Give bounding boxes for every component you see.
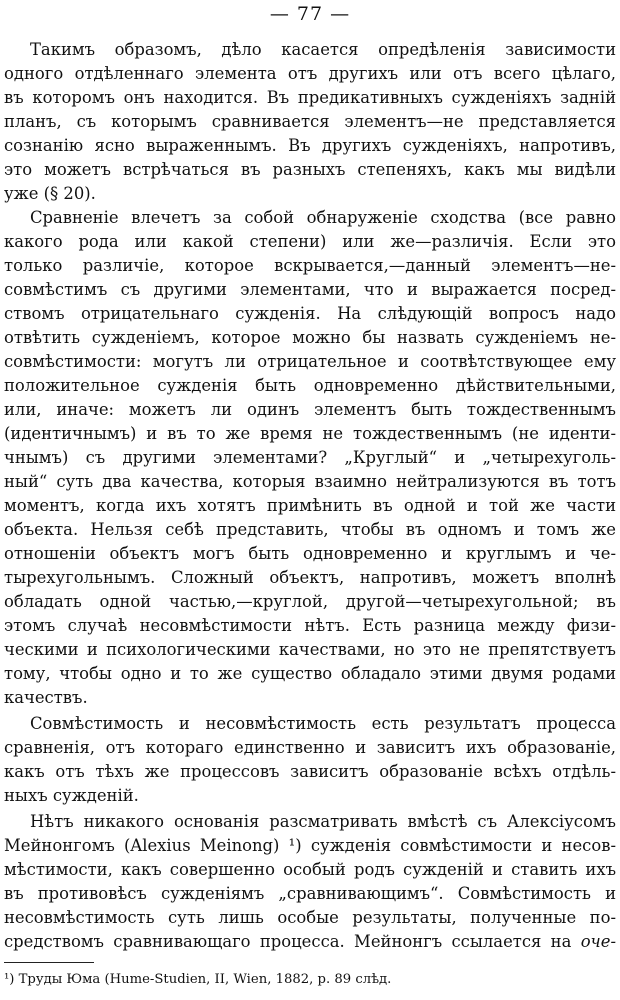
text-line xyxy=(4,930,616,954)
text-line: въ противовѣсъ сужденіямъ „сравнивающимъ“. Совмѣстимость и xyxy=(4,884,616,903)
footnote-rule xyxy=(4,962,94,963)
text-line: ческими и психологическими качествами, но это не препятствуетъ xyxy=(4,640,616,659)
text-line: мѣстимости, какъ совершенно особый родъ сужденій и ставить ихъ xyxy=(4,860,616,879)
text-line: этомъ случаѣ несовмѣстимости нѣтъ. Есть разница между физи- xyxy=(4,616,616,635)
text-line: несовмѣстимость суть лишь особые результаты, полученные по- xyxy=(4,908,616,927)
text-line: или, иначе: можетъ ли одинъ элементъ быть тождественнымъ xyxy=(4,400,616,419)
footnote: ¹) Труды Юма (Hume-Studien, II, Wien, 1882, p. 89 слѣд. xyxy=(4,972,392,987)
text-line: Такимъ образомъ, дѣло касается опредѣленія зависимости xyxy=(30,40,616,59)
text-line: одного отдѣленнаго элемента отъ другихъ или отъ всего цѣлаго, xyxy=(4,64,616,83)
text-line: совмѣстимости: могутъ ли отрицательное и соотвѣтствующее ему xyxy=(4,352,616,371)
text-line: совмѣстимъ съ другими элементами, что и выражается посред- xyxy=(4,280,616,299)
text-line: сравненія, отъ котораго единственно и зависитъ ихъ образованіе, xyxy=(4,738,616,757)
text-line: Мейнонгомъ (Alexius Meinong) ¹) сужденія совмѣстимости и несов- xyxy=(4,836,616,855)
text-line: въ которомъ онъ находится. Въ предикативныхъ сужденіяхъ задній xyxy=(4,88,616,107)
text-line: планъ, съ которымъ сравнивается элементъ—не представляется xyxy=(4,112,616,131)
text-line: тому, чтобы одно и то же существо обладало этими двумя родами xyxy=(4,664,616,683)
text-line: ныхъ сужденій. xyxy=(4,786,139,805)
page-number: — 77 — xyxy=(269,3,351,25)
text-line: качествъ. xyxy=(4,688,88,707)
text-line: обладать одной частью,—круглой, другой—четырехугольной; въ xyxy=(4,592,616,611)
text-line: ствомъ отрицательнаго сужденія. На слѣдующій вопросъ надо xyxy=(4,304,616,323)
text-line: Сравненіе влечетъ за собой обнаруженіе сходства (все равно xyxy=(30,208,616,227)
text-line: отвѣтить сужденіемъ, которое можно бы назвать сужденіемъ не- xyxy=(4,328,616,347)
text-line: объекта. Нельзя себѣ представить, чтобы въ одномъ и томъ же xyxy=(4,520,616,539)
text-line-body: средствомъ сравнивающаго процесса. Мейнонгъ ссылается на xyxy=(4,932,572,951)
text-line: сознанію ясно выраженнымъ. Въ другихъ сужденіяхъ, напротивъ, xyxy=(4,136,616,155)
text-line: тырехугольнымъ. Сложный объектъ, напротивъ, можетъ вполнѣ xyxy=(4,568,616,587)
text-line: (идентичнымъ) и въ то же время не тождественнымъ (не иденти- xyxy=(4,424,616,443)
italic-hyphenated-word: оче- xyxy=(580,932,616,951)
text-line: положительное сужденія быть одновременно дѣйствительными, xyxy=(4,376,616,395)
text-line: чнымъ) съ другими элементами? „Круглый“ и „четырехуголь- xyxy=(4,448,616,467)
text-line: моментъ, когда ихъ хотятъ примѣнить въ одной и той же части xyxy=(4,496,616,515)
text-line: это можетъ встрѣчаться въ разныхъ степеняхъ, какъ мы видѣли xyxy=(4,160,616,179)
text-line: какъ отъ тѣхъ же процессовъ зависитъ образованіе всѣхъ отдѣль- xyxy=(4,762,616,781)
text-line: ный“ суть два качества, которыя взаимно нейтрализуются въ тотъ xyxy=(4,472,616,491)
text-line: уже (§ 20). xyxy=(4,184,96,203)
text-line: какого рода или какой степени) или же—различія. Если это xyxy=(4,232,616,251)
text-line: Совмѣстимость и несовмѣстимость есть результатъ процесса xyxy=(30,714,616,733)
text-line: Нѣтъ никакого основанія разсматривать вмѣстѣ съ Алексіусомъ xyxy=(30,812,616,831)
text-line: отношеніи объектъ могъ быть одновременно и круглымъ и че- xyxy=(4,544,616,563)
text-line: только различіе, которое вскрывается,—данный элементъ—не- xyxy=(4,256,616,275)
